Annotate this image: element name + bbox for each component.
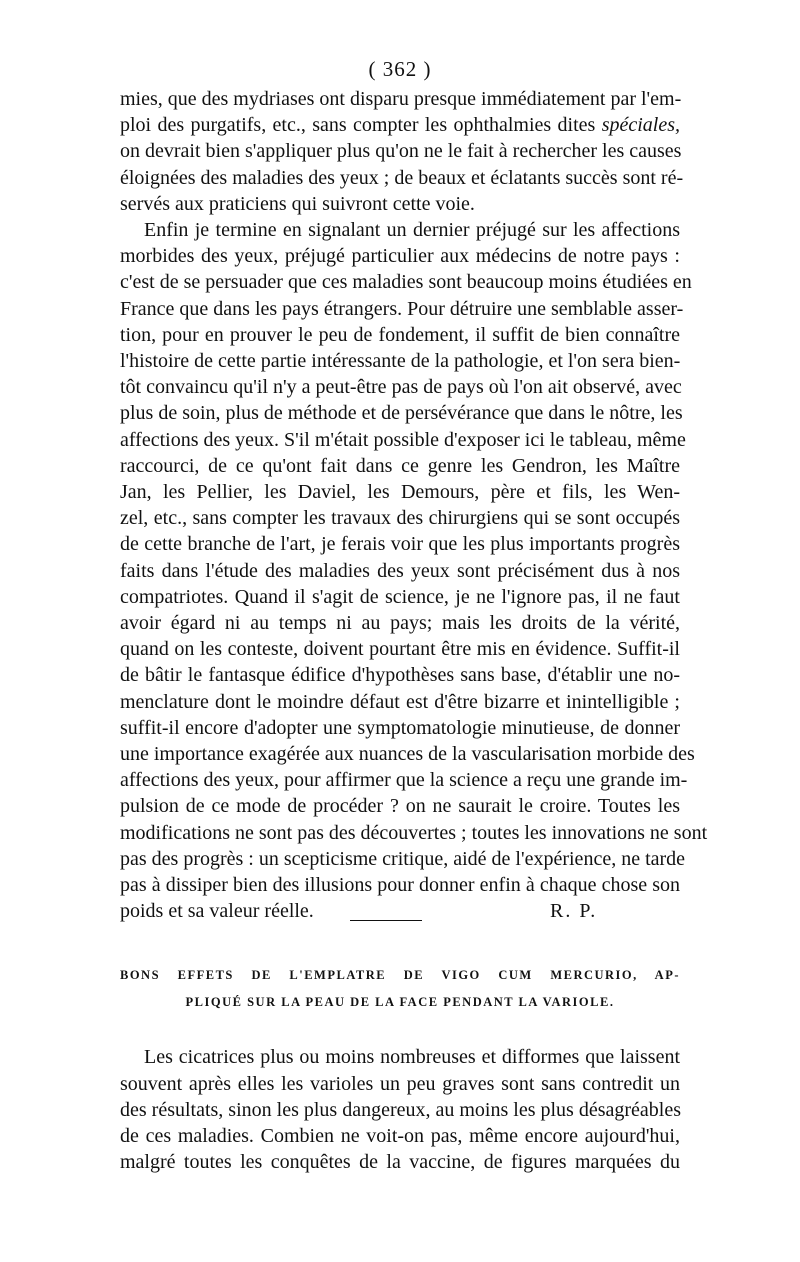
author-signature: R. P. <box>550 900 598 923</box>
paragraph-continuation <box>120 86 684 217</box>
text-line: quand on les conteste, doivent pourtant être mis en évidence. Suffit-il <box>120 638 680 661</box>
text-line: zel, etc., sans compter les travaux des chirurgiens qui se sont occupés <box>120 507 680 530</box>
text-line: Les cicatrices plus ou moins nombreuses et difformes que laissent <box>144 1046 680 1069</box>
text-line: morbides des yeux, préjugé particulier aux médecins de notre pays : <box>120 245 680 268</box>
text-line: de cette branche de l'art, je ferais voir que les plus importants progrès <box>120 533 680 556</box>
text-line: modifications ne sont pas des découvertes ; toutes les innovations ne sont <box>120 821 708 844</box>
text-line: des résultats, sinon les plus dangereux, au moins les plus désagréables <box>120 1098 681 1121</box>
closing-line: poids et sa valeur réelle. <box>120 900 314 923</box>
text-line: ploi des purgatifs, etc., sans compter les ophthalmies dites spéciales, <box>120 114 680 137</box>
text-line: de ces maladies. Combien ne voit-on pas, même encore aujourd'hui, <box>120 1124 680 1147</box>
page-number: ( 362 ) <box>368 57 432 81</box>
closing-row <box>120 898 680 926</box>
text-line: faits dans l'étude des maladies des yeux sont précisément dus à nos <box>120 559 680 582</box>
text-line: Jan, les Pellier, les Daviel, les Demours, père et fils, les Wen- <box>120 481 680 504</box>
text-line: avoir égard ni au temps ni au pays; mais les droits de la vérité, <box>120 612 680 635</box>
text-line: France que dans les pays étrangers. Pour détruire une semblable asser- <box>120 297 684 320</box>
text-line: l'histoire de cette partie intéressante de la pathologie, et l'on sera bien- <box>120 350 681 373</box>
text-line: pulsion de ce mode de procéder ? on ne saurait le croire. Toutes les <box>120 795 680 818</box>
section-heading-line: PLIQUÉ SUR LA PEAU DE LA FACE PENDANT LA VARIOLE. <box>185 995 615 1010</box>
text-line: pas à dissiper bien des illusions pour donner enfin à chaque chose son <box>120 874 680 897</box>
text-line: servés aux praticiens qui suivront cette voie. <box>120 192 475 215</box>
text-line: pas des progrès : un scepticisme critique, aidé de l'expérience, ne tarde <box>120 847 686 870</box>
text-line: malgré toutes les conquêtes de la vaccine, de figures marquées du <box>120 1151 680 1174</box>
text-line: souvent après elles les varioles un peu graves sont sans contredit un <box>120 1072 680 1095</box>
text-line: raccourci, de ce qu'ont fait dans ce genre les Gendron, les Maître <box>120 454 680 477</box>
text-line: éloignées des maladies des yeux ; de beaux et éclatants succès sont ré- <box>120 166 684 189</box>
text-line: menclature dont le moindre défaut est d'être bizarre et inintelligible ; <box>120 690 680 713</box>
section-heading-line: BONS EFFETS DE L'EMPLATRE DE VIGO CUM MERCURIO, AP- <box>120 968 680 983</box>
text-line: plus de soin, plus de méthode et de persévérance que dans le nôtre, les <box>120 402 683 425</box>
paragraph-smallpox <box>120 1044 680 1175</box>
text-line: compatriotes. Quand il s'agit de science, je ne l'ignore pas, il ne faut <box>120 585 680 608</box>
text-line: affections des yeux. S'il m'était possible d'exposer ici le tableau, même <box>120 428 686 451</box>
section-divider <box>350 920 422 921</box>
text-line: affections des yeux, pour affirmer que la science a reçu une grande im- <box>120 769 688 792</box>
text-line: tion, pour en prouver le peu de fondement, il suffit de bien connaître <box>120 323 680 346</box>
text-line: on devrait bien s'appliquer plus qu'on ne le fait à rechercher les causes <box>120 140 682 163</box>
text-line: une importance exagérée aux nuances de la vascularisation morbide des <box>120 743 695 766</box>
book-page <box>120 56 708 1175</box>
text-line: c'est de se persuader que ces maladies sont beaucoup moins étudiées en <box>120 271 692 294</box>
text-line: Enfin je termine en signalant un dernier préjugé sur les affections <box>144 219 680 242</box>
section-heading <box>120 962 680 1016</box>
text-line: suffit-il encore d'adopter une symptomatologie minutieuse, de donner <box>120 716 680 739</box>
paragraph-prejudice <box>120 217 708 898</box>
text-line: de bâtir le fantasque édifice d'hypothèses sans base, d'établir une no- <box>120 664 680 687</box>
text-line: mies, que des mydriases ont disparu presque immédiatement par l'em- <box>120 88 682 110</box>
text-line: tôt convaincu qu'il n'y a peut-être pas de pays où l'on ait observé, avec <box>120 376 682 399</box>
